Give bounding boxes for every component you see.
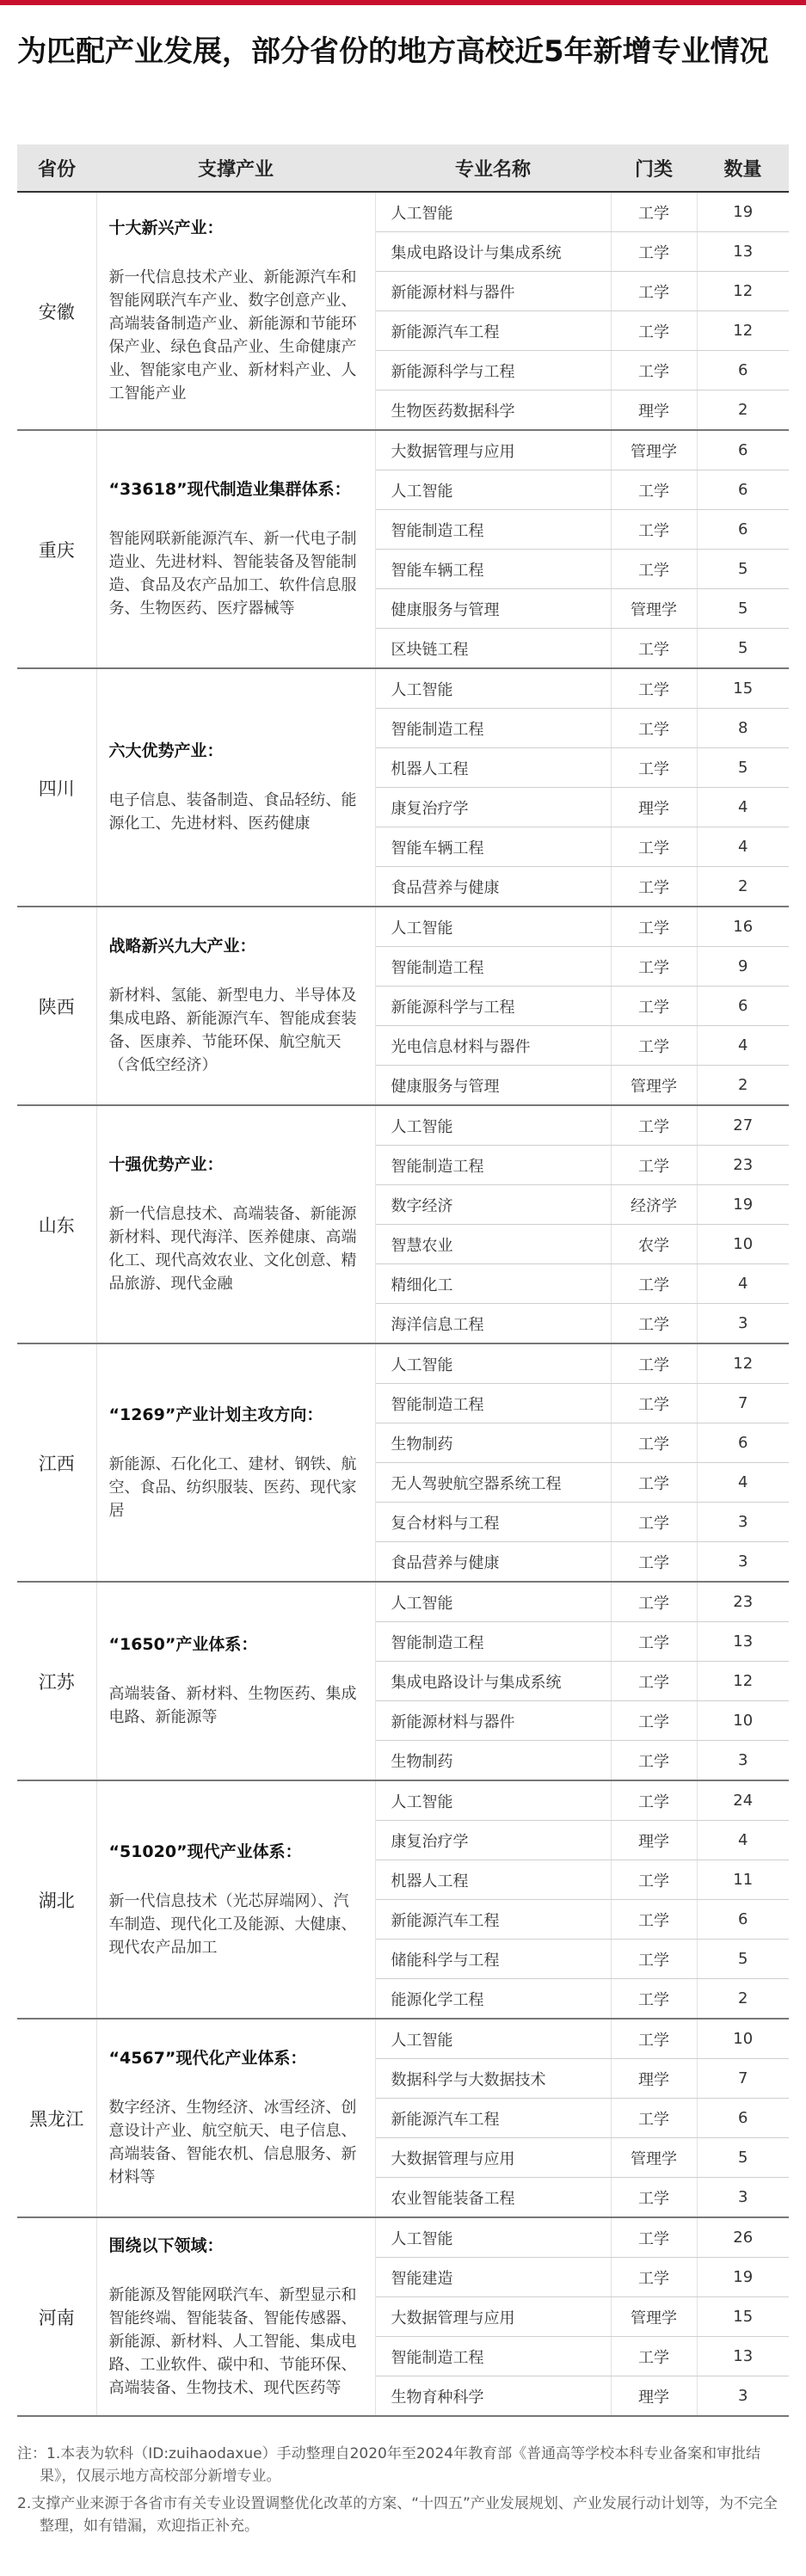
count-cell: 12 — [697, 1662, 789, 1701]
count-cell: 6 — [697, 351, 789, 390]
category-cell: 工学 — [611, 192, 697, 232]
industry-description: 新材料、氢能、新型电力、半导体及集成电路、新能源汽车、智能成套装备、医康养、节能环保、航空航天（含低空经济） — [108, 987, 357, 1074]
count-cell: 2 — [697, 390, 789, 431]
page-title: 为匹配产业发展，部分省份的地方高校近5年新增专业情况 — [17, 34, 769, 69]
major-name-cell: 新能源汽车工程 — [375, 1900, 611, 1940]
count-cell: 12 — [697, 272, 789, 311]
major-name-cell: 精细化工 — [375, 1264, 611, 1304]
major-name-cell: 食品营养与健康 — [375, 1542, 611, 1583]
header-province: 省份 — [17, 144, 96, 192]
major-name-cell: 海洋信息工程 — [375, 1304, 611, 1344]
industry-cell — [96, 1780, 375, 2019]
count-cell: 10 — [697, 2019, 789, 2059]
count-cell: 10 — [697, 1701, 789, 1741]
industry-cell — [96, 668, 375, 907]
category-cell: 工学 — [611, 748, 697, 788]
category-cell: 工学 — [611, 510, 697, 550]
category-cell: 工学 — [611, 1463, 697, 1503]
count-cell: 6 — [697, 987, 789, 1026]
count-cell: 4 — [697, 1026, 789, 1066]
major-name-cell: 复合材料与工程 — [375, 1503, 611, 1542]
province-cell: 黑龙江 — [17, 2019, 96, 2217]
industry-heading: “33618”现代制造业集群体系： — [108, 480, 351, 499]
major-name-cell: 生物医药数据科学 — [375, 390, 611, 431]
major-name-cell: 人工智能 — [375, 192, 611, 232]
count-cell: 24 — [697, 1780, 789, 1821]
province-cell: 重庆 — [17, 430, 96, 668]
category-cell: 工学 — [611, 1582, 697, 1622]
category-cell: 工学 — [611, 311, 697, 351]
count-cell: 12 — [697, 311, 789, 351]
table-row — [17, 2019, 789, 2059]
count-cell: 19 — [697, 2258, 789, 2297]
count-cell: 6 — [697, 1423, 789, 1463]
count-cell: 5 — [697, 550, 789, 589]
major-name-cell: 新能源材料与器件 — [375, 1701, 611, 1741]
count-cell: 2 — [697, 867, 789, 907]
count-cell: 4 — [697, 827, 789, 867]
category-cell: 农学 — [611, 1225, 697, 1264]
category-cell: 工学 — [611, 867, 697, 907]
count-cell: 5 — [697, 589, 789, 629]
table-row — [17, 1780, 789, 1821]
industry-heading: “51020”现代产业体系： — [108, 1841, 302, 1861]
major-name-cell: 智能制造工程 — [375, 1622, 611, 1662]
category-cell: 工学 — [611, 1860, 697, 1900]
count-cell: 10 — [697, 1225, 789, 1264]
industry-cell — [96, 1343, 375, 1582]
major-name-cell: 人工智能 — [375, 668, 611, 709]
category-cell: 工学 — [611, 1105, 697, 1146]
major-name-cell: 生物育种科学 — [375, 2376, 611, 2417]
major-name-cell: 大数据管理与应用 — [375, 430, 611, 470]
accent-bar — [0, 0, 806, 5]
count-cell: 15 — [697, 668, 789, 709]
count-cell: 4 — [697, 788, 789, 827]
count-cell: 6 — [697, 2099, 789, 2138]
category-cell: 工学 — [611, 2258, 697, 2297]
category-cell: 工学 — [611, 1662, 697, 1701]
category-cell: 管理学 — [611, 2138, 697, 2178]
count-cell: 27 — [697, 1105, 789, 1146]
count-cell: 2 — [697, 1066, 789, 1106]
category-cell: 工学 — [611, 668, 697, 709]
major-name-cell: 人工智能 — [375, 470, 611, 510]
count-cell: 4 — [697, 1821, 789, 1860]
category-cell: 工学 — [611, 1701, 697, 1741]
count-cell: 5 — [697, 629, 789, 669]
industry-heading: 六大优势产业： — [108, 741, 224, 760]
count-cell: 26 — [697, 2217, 789, 2258]
major-name-cell: 无人驾驶航空器系统工程 — [375, 1463, 611, 1503]
category-cell: 工学 — [611, 1146, 697, 1185]
category-cell: 工学 — [611, 2019, 697, 2059]
major-name-cell: 智能制造工程 — [375, 2337, 611, 2376]
category-cell: 管理学 — [611, 430, 697, 470]
industry-cell — [96, 907, 375, 1105]
category-cell: 工学 — [611, 272, 697, 311]
count-cell: 3 — [697, 1741, 789, 1781]
footnote-1: 注：1.本表为软科（ID:zuihaodaxue）手动整理自2020年至2024年教育部《普通高等学校本科专业备案和审批结果》，仅展示地方高校部分新增专业。 — [17, 2445, 761, 2485]
major-name-cell: 能源化学工程 — [375, 1979, 611, 2020]
province-cell: 湖北 — [17, 1780, 96, 2019]
table-row — [17, 430, 789, 470]
footnote-2: 2.支撑产业来源于各省市有关专业设置调整优化改革的方案、“十四五”产业发展规划、产业发展行动计划等，为不完全整理，如有错漏，欢迎指正补充。 — [17, 2495, 778, 2535]
category-cell: 理学 — [611, 2059, 697, 2099]
count-cell: 6 — [697, 430, 789, 470]
header-count: 数量 — [697, 144, 789, 192]
table-row — [17, 1105, 789, 1146]
major-name-cell: 康复治疗学 — [375, 1821, 611, 1860]
category-cell: 工学 — [611, 1900, 697, 1940]
category-cell: 工学 — [611, 470, 697, 510]
count-cell: 13 — [697, 1622, 789, 1662]
industry-heading: “1650”产业体系： — [108, 1635, 258, 1654]
category-cell: 工学 — [611, 351, 697, 390]
category-cell: 理学 — [611, 1821, 697, 1860]
major-name-cell: 智能制造工程 — [375, 510, 611, 550]
major-name-cell: 智能车辆工程 — [375, 550, 611, 589]
count-cell: 4 — [697, 1463, 789, 1503]
table-row — [17, 192, 789, 232]
major-name-cell: 数字经济 — [375, 1185, 611, 1225]
category-cell: 工学 — [611, 1343, 697, 1384]
category-cell: 管理学 — [611, 589, 697, 629]
category-cell: 经济学 — [611, 1185, 697, 1225]
major-name-cell: 新能源科学与工程 — [375, 987, 611, 1026]
major-name-cell: 人工智能 — [375, 1582, 611, 1622]
industry-heading: 十大新兴产业： — [108, 218, 224, 237]
industry-heading: “4567”现代化产业体系： — [108, 2049, 307, 2068]
major-name-cell: 数据科学与大数据技术 — [375, 2059, 611, 2099]
count-cell: 8 — [697, 709, 789, 748]
industry-description: 高端装备、新材料、生物医药、集成电路、新能源等 — [108, 1685, 357, 1726]
major-name-cell: 人工智能 — [375, 1343, 611, 1384]
industry-description: 新能源、石化化工、建材、钢铁、航空、食品、纺织服装、医药、现代家居 — [108, 1454, 357, 1520]
count-cell: 6 — [697, 470, 789, 510]
industry-description: 数字经济、生物经济、冰雪经济、创意设计产业、航空航天、电子信息、高端装备、智能农机、信息服务、新材料等 — [108, 2099, 357, 2186]
category-cell: 工学 — [611, 1979, 697, 2020]
count-cell: 15 — [697, 2297, 789, 2337]
category-cell: 工学 — [611, 1780, 697, 1821]
major-name-cell: 机器人工程 — [375, 748, 611, 788]
count-cell: 13 — [697, 232, 789, 272]
major-name-cell: 大数据管理与应用 — [375, 2297, 611, 2337]
major-name-cell: 储能科学与工程 — [375, 1940, 611, 1979]
industry-heading: 围绕以下领域： — [108, 2235, 224, 2255]
major-name-cell: 人工智能 — [375, 2019, 611, 2059]
industry-description: 电子信息、装备制造、食品轻纺、能源化工、先进材料、医药健康 — [108, 791, 357, 833]
majors-table — [17, 144, 789, 2417]
major-name-cell: 集成电路设计与集成系统 — [375, 232, 611, 272]
category-cell: 管理学 — [611, 1066, 697, 1106]
category-cell: 工学 — [611, 2337, 697, 2376]
category-cell: 工学 — [611, 1542, 697, 1583]
province-cell: 四川 — [17, 668, 96, 907]
major-name-cell: 新能源材料与器件 — [375, 272, 611, 311]
category-cell: 工学 — [611, 1026, 697, 1066]
industry-cell — [96, 1105, 375, 1343]
table-row — [17, 2217, 789, 2258]
category-cell: 管理学 — [611, 2297, 697, 2337]
count-cell: 7 — [697, 2059, 789, 2099]
major-name-cell: 生物制药 — [375, 1423, 611, 1463]
major-name-cell: 智能制造工程 — [375, 947, 611, 987]
industry-cell — [96, 430, 375, 668]
province-cell: 江西 — [17, 1343, 96, 1582]
category-cell: 工学 — [611, 2217, 697, 2258]
category-cell: 工学 — [611, 1264, 697, 1304]
industry-description: 智能网联新能源汽车、新一代电子制造业、先进材料、智能装备及智能制造、食品及农产品加工、软件信息服务、生物医药、医疗器械等 — [108, 530, 357, 618]
province-cell: 江苏 — [17, 1582, 96, 1780]
count-cell: 23 — [697, 1146, 789, 1185]
table-row — [17, 668, 789, 709]
major-name-cell: 智能建造 — [375, 2258, 611, 2297]
major-name-cell: 机器人工程 — [375, 1860, 611, 1900]
category-cell: 工学 — [611, 709, 697, 748]
major-name-cell: 智慧农业 — [375, 1225, 611, 1264]
count-cell: 3 — [697, 1304, 789, 1344]
count-cell: 6 — [697, 1900, 789, 1940]
category-cell: 理学 — [611, 390, 697, 431]
count-cell: 7 — [697, 1384, 789, 1423]
table-header-row — [17, 144, 789, 192]
industry-cell — [96, 2217, 375, 2416]
industry-description: 新一代信息技术（光芯屏端网）、汽车制造、现代化工及能源、大健康、现代农产品加工 — [108, 1891, 357, 1957]
category-cell: 工学 — [611, 2099, 697, 2138]
category-cell: 工学 — [611, 1423, 697, 1463]
category-cell: 工学 — [611, 232, 697, 272]
count-cell: 4 — [697, 1264, 789, 1304]
category-cell: 工学 — [611, 1304, 697, 1344]
major-name-cell: 康复治疗学 — [375, 788, 611, 827]
category-cell: 工学 — [611, 1940, 697, 1979]
category-cell: 工学 — [611, 987, 697, 1026]
count-cell: 11 — [697, 1860, 789, 1900]
major-name-cell: 健康服务与管理 — [375, 589, 611, 629]
province-cell: 陕西 — [17, 907, 96, 1105]
count-cell: 3 — [697, 1503, 789, 1542]
table-row — [17, 1343, 789, 1384]
industry-description: 新一代信息技术产业、新能源汽车和智能网联汽车产业、数字创意产业、高端装备制造产业、新能源和节能环保产业、绿色食品产业、生命健康产业、智能家电产业、新材料产业、人工智能产业 — [108, 268, 357, 403]
table-body — [17, 192, 789, 2416]
major-name-cell: 集成电路设计与集成系统 — [375, 1662, 611, 1701]
category-cell: 工学 — [611, 947, 697, 987]
table-row — [17, 907, 789, 947]
category-cell: 工学 — [611, 1741, 697, 1781]
category-cell: 工学 — [611, 2178, 697, 2218]
major-name-cell: 智能制造工程 — [375, 1384, 611, 1423]
count-cell: 13 — [697, 2337, 789, 2376]
major-name-cell: 农业智能装备工程 — [375, 2178, 611, 2218]
category-cell: 工学 — [611, 550, 697, 589]
count-cell: 2 — [697, 1979, 789, 2020]
province-cell: 安徽 — [17, 192, 96, 430]
count-cell: 5 — [697, 2138, 789, 2178]
header-category: 门类 — [611, 144, 697, 192]
major-name-cell: 人工智能 — [375, 2217, 611, 2258]
count-cell: 19 — [697, 1185, 789, 1225]
major-name-cell: 光电信息材料与器件 — [375, 1026, 611, 1066]
major-name-cell: 区块链工程 — [375, 629, 611, 669]
header-major: 专业名称 — [375, 144, 611, 192]
major-name-cell: 食品营养与健康 — [375, 867, 611, 907]
major-name-cell: 智能制造工程 — [375, 1146, 611, 1185]
province-cell: 山东 — [17, 1105, 96, 1343]
industry-description: 新能源及智能网联汽车、新型显示和智能终端、智能装备、智能传感器、新能源、新材料、人工智能、集成电路、工业软件、碳中和、节能环保、高端装备、生物技术、现代医药等 — [108, 2285, 357, 2397]
count-cell: 9 — [697, 947, 789, 987]
major-name-cell: 大数据管理与应用 — [375, 2138, 611, 2178]
major-name-cell: 健康服务与管理 — [375, 1066, 611, 1106]
major-name-cell: 生物制药 — [375, 1741, 611, 1781]
category-cell: 理学 — [611, 788, 697, 827]
category-cell: 工学 — [611, 1503, 697, 1542]
count-cell: 3 — [697, 2178, 789, 2218]
table-row — [17, 1582, 789, 1622]
industry-description: 新一代信息技术、高端装备、新能源新材料、现代海洋、医养健康、高端化工、现代高效农业、文化创意、精品旅游、现代金融 — [108, 1205, 357, 1293]
major-name-cell: 新能源汽车工程 — [375, 2099, 611, 2138]
header-industry: 支撑产业 — [96, 144, 375, 192]
major-name-cell: 智能车辆工程 — [375, 827, 611, 867]
industry-heading: 战略新兴九大产业： — [108, 937, 256, 956]
count-cell: 6 — [697, 510, 789, 550]
industry-cell — [96, 192, 375, 430]
category-cell: 工学 — [611, 1622, 697, 1662]
industry-cell — [96, 2019, 375, 2217]
count-cell: 3 — [697, 1542, 789, 1583]
count-cell: 19 — [697, 192, 789, 232]
count-cell: 16 — [697, 907, 789, 947]
major-name-cell: 人工智能 — [375, 1105, 611, 1146]
count-cell: 5 — [697, 748, 789, 788]
category-cell: 工学 — [611, 629, 697, 669]
count-cell: 12 — [697, 1343, 789, 1384]
province-cell: 河南 — [17, 2217, 96, 2416]
industry-heading: “1269”产业计划主攻方向： — [108, 1405, 323, 1424]
footnotes — [17, 2443, 789, 2542]
count-cell: 23 — [697, 1582, 789, 1622]
count-cell: 3 — [697, 2376, 789, 2417]
category-cell: 工学 — [611, 1384, 697, 1423]
major-name-cell: 新能源科学与工程 — [375, 351, 611, 390]
category-cell: 工学 — [611, 827, 697, 867]
count-cell: 5 — [697, 1940, 789, 1979]
industry-cell — [96, 1582, 375, 1780]
major-name-cell: 人工智能 — [375, 907, 611, 947]
category-cell: 理学 — [611, 2376, 697, 2417]
major-name-cell: 新能源汽车工程 — [375, 311, 611, 351]
major-name-cell: 智能制造工程 — [375, 709, 611, 748]
major-name-cell: 人工智能 — [375, 1780, 611, 1821]
category-cell: 工学 — [611, 907, 697, 947]
industry-heading: 十强优势产业： — [108, 1155, 224, 1174]
